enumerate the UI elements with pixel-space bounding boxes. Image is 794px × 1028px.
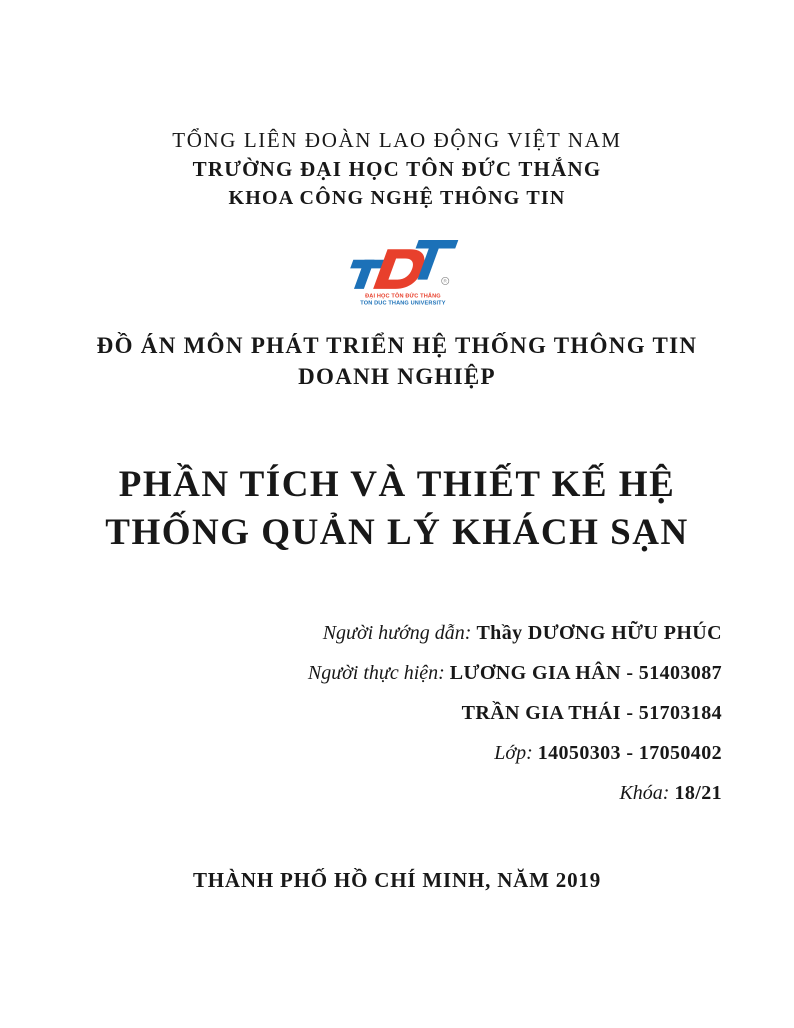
cohort-value: 18/21 [674,782,722,804]
cohort-label: Khóa: [619,782,675,804]
student-row-1 [308,660,722,687]
class-codes: 14050303 - 17050402 [537,742,722,764]
info-block [308,620,722,820]
logo-subtext-vietnamese: ĐẠI HỌC TÔN ĐỨC THẮNG [365,293,441,300]
project-title [0,461,794,557]
federation-name: TỔNG LIÊN ĐOÀN LAO ĐỘNG VIỆT NAM [172,128,622,152]
faculty-name: KHOA CÔNG NGHỆ THÔNG TIN [228,187,566,209]
advisor-name: Thầy DƯƠNG HỮU PHÚC [476,622,722,644]
cohort-row [308,780,722,807]
university-name: TRƯỜNG ĐẠI HỌC TÔN ĐỨC THẮNG [192,157,602,181]
advisor-label: Người hướng dẫn: [322,622,477,644]
course-project-heading [0,330,794,392]
logo-subtext-english: TON DUC THANG UNIVERSITY [360,300,446,307]
registered-trademark-icon [442,277,449,284]
course-project-line2: DOANH NGHIỆP [298,364,496,389]
course-project-line1: ĐỒ ÁN MÔN PHÁT TRIỂN HỆ THỐNG THÔNG TIN [96,333,698,358]
project-title-line1: PHẦN TÍCH VÀ THIẾT KẾ HỆ [118,464,676,505]
student-1-name-id: LƯƠNG GIA HÂN - 51403087 [449,662,722,684]
student-row-2 [308,700,722,727]
advisor-row [308,620,722,647]
tdt-logo-icon [334,236,460,310]
organization-header [0,126,794,213]
project-title-line2: THỐNG QUẢN LÝ KHÁCH SẠN [105,512,689,553]
location-year-line: THÀNH PHỐ HỒ CHÍ MINH, NĂM 2019 [192,868,602,892]
university-logo [0,236,794,310]
class-label: Lớp: [494,742,538,764]
registered-mark-letter: R [443,278,447,284]
students-label: Người thực hiện: [307,662,450,684]
student-2-name-id: TRẦN GIA THÁI - 51703184 [461,702,722,724]
class-row [308,740,722,767]
